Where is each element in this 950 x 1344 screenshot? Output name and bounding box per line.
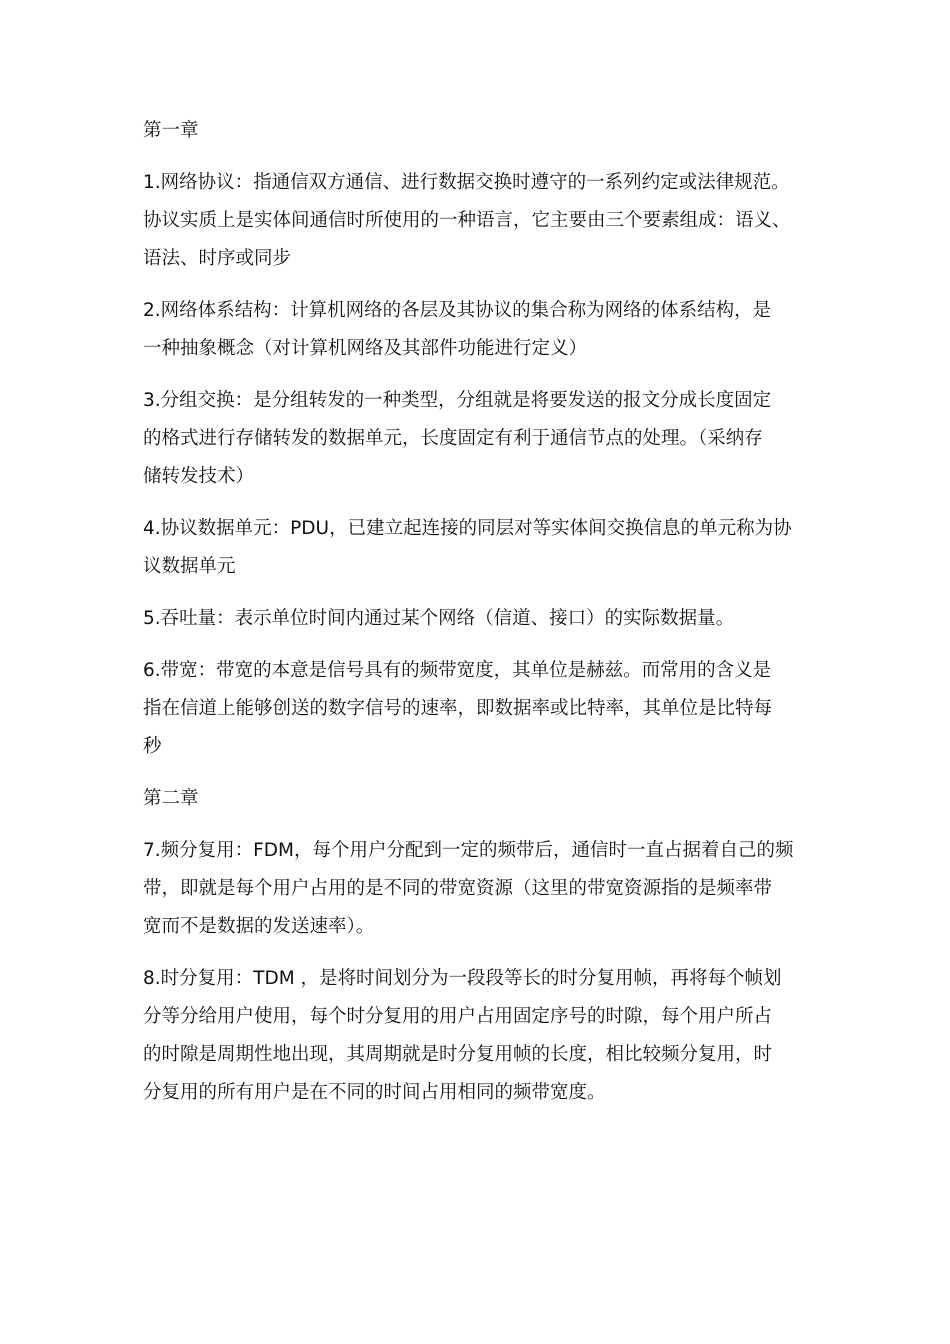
definition-paragraph: [143, 600, 811, 638]
paragraph-line: 5.吞吐量：表示单位时间内通过某个网络（信道、接口）的实际数据量。: [143, 608, 735, 629]
definition-paragraph: [143, 292, 811, 368]
definition-paragraph: [143, 832, 811, 946]
paragraph-line: 2.网络体系结构：计算机网络的各层及其协议的集合称为网络的体系结构，是: [143, 300, 772, 321]
paragraph-line: 4.协议数据单元：PDU，已建立起连接的同层对等实体间交换信息的单元称为协: [143, 518, 792, 539]
definition-paragraph: [143, 960, 811, 1112]
paragraph-line: 6.带宽：带宽的本意是信号具有的频带宽度，其单位是赫兹。而常用的含义是: [143, 660, 772, 681]
paragraph-line: 一种抽象概念（对计算机网络及其部件功能进行定义）: [143, 338, 588, 359]
paragraph-line: 的格式进行存储转发的数据单元，长度固定有利于通信节点的处理。（采纳存: [143, 428, 763, 449]
paragraph-line: 分等分给用户使用，每个时分复用的用户占用固定序号的时隙，每个用户所占: [143, 1006, 773, 1027]
paragraph-line: 带，即就是每个用户占用的是不同的带宽资源（这里的带宽资源指的是频率带: [143, 878, 773, 899]
paragraph-line: 7.频分复用：FDM，每个用户分配到一定的频带后，通信时一直占据着自己的频: [143, 840, 794, 861]
paragraph-line: 宽而不是数据的发送速率）。: [143, 916, 375, 937]
paragraph-line: 语法、时序或同步: [143, 248, 292, 269]
paragraph-line: 1.网络协议：指通信双方通信、进行数据交换时遵守的一系列约定或法律规范。: [143, 172, 790, 193]
paragraph-line: 分复用的所有用户是在不同的时间占用相同的频带宽度。: [143, 1082, 606, 1103]
paragraph-line: 议数据单元: [143, 556, 236, 577]
definition-paragraph: [143, 510, 811, 586]
definition-paragraph: [143, 652, 811, 766]
definition-paragraph: [143, 164, 811, 278]
paragraph-line: 指在信道上能够创送的数字信号的速率，即数据率或比特率，其单位是比特每: [143, 698, 773, 719]
document-body: [143, 112, 811, 1112]
paragraph-line: 储转发技术）: [143, 466, 255, 487]
paragraph-line: 协议实质上是实体间通信时所使用的一种语言，它主要由三个要素组成：语义、: [143, 210, 791, 231]
paragraph-line: 8.时分复用：TDM ，是将时间划分为一段段等长的时分复用帧，再将每个帧划: [143, 968, 782, 989]
paragraph-line: 3.分组交换：是分组转发的一种类型，分组就是将要发送的报文分成长度固定: [143, 390, 772, 411]
chapter-heading: 第一章: [143, 120, 199, 141]
paragraph-line: 秒: [143, 736, 162, 757]
paragraph-line: 的时隙是周期性地出现，其周期就是时分复用帧的长度，相比较频分复用，时: [143, 1044, 773, 1065]
chapter-heading: 第二章: [143, 788, 199, 809]
definition-paragraph: [143, 382, 811, 496]
